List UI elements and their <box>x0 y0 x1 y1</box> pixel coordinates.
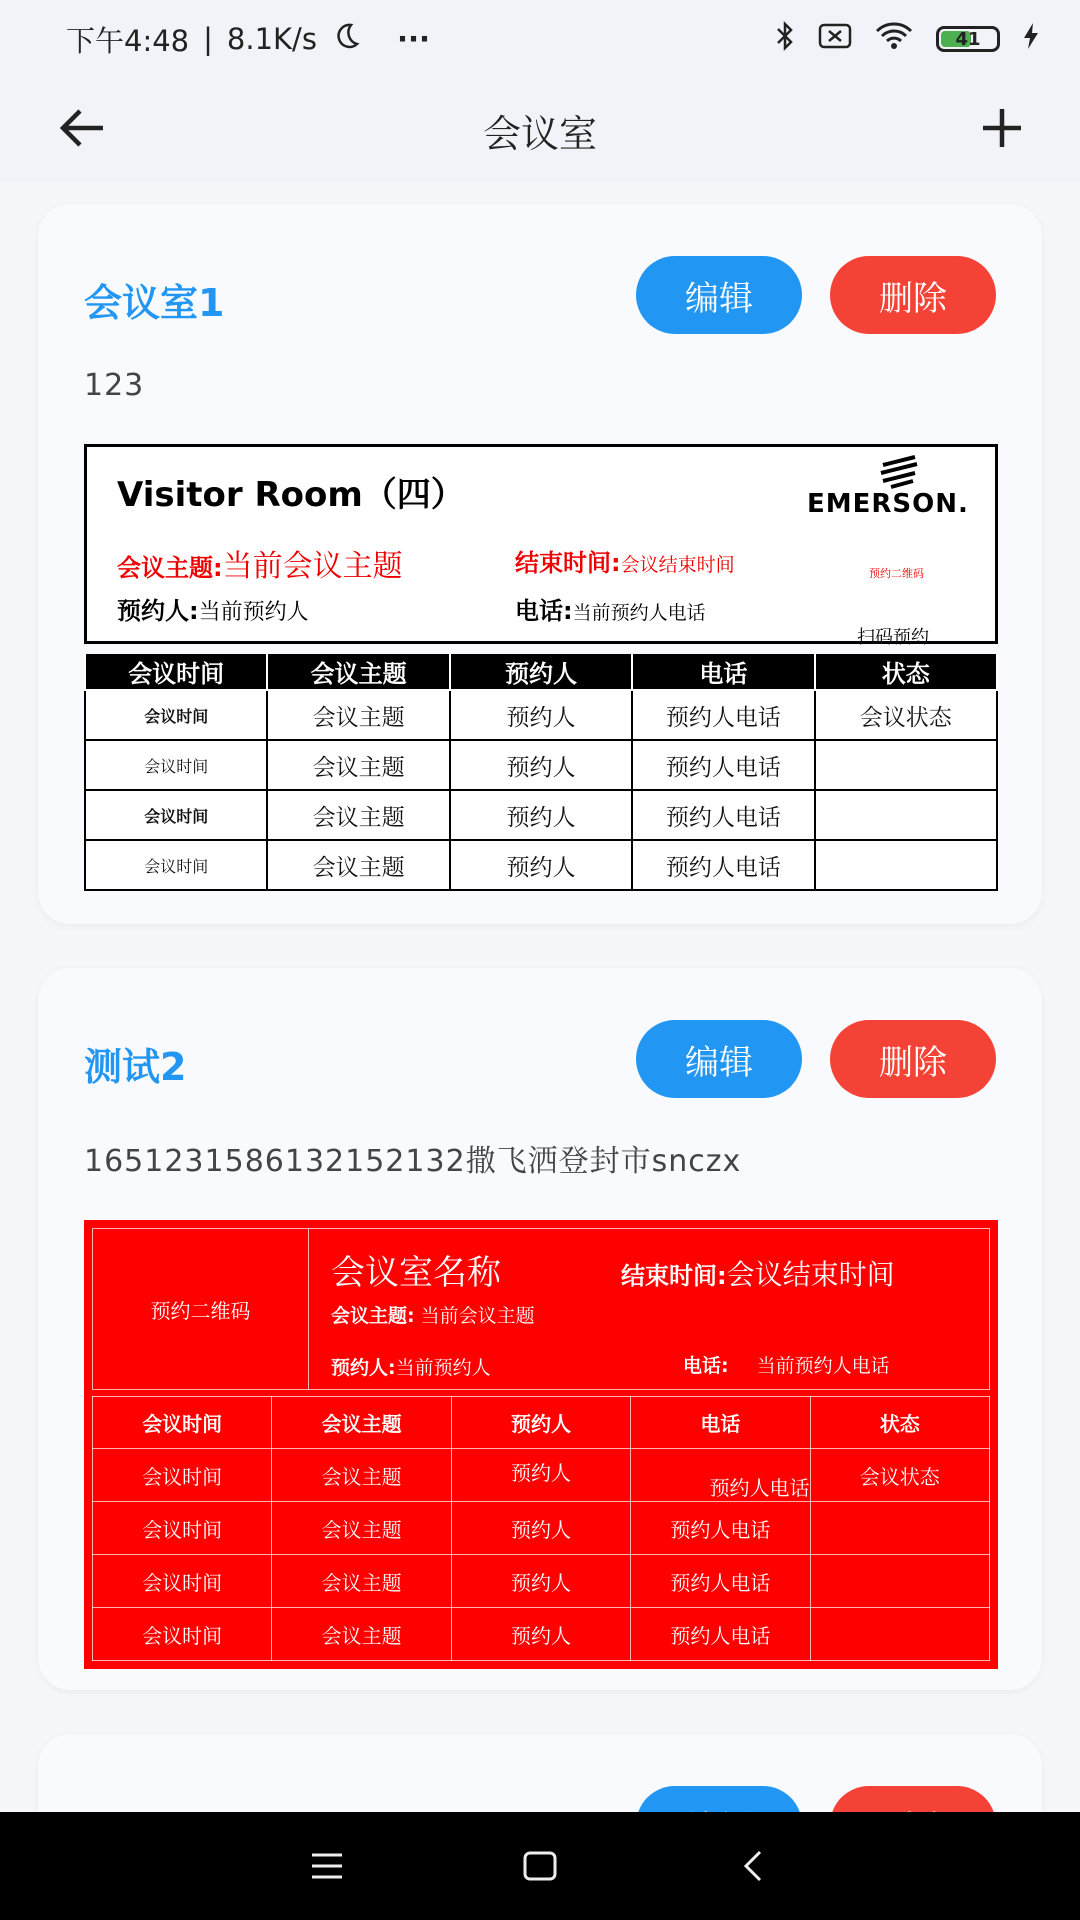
table-cell: 会议主题 <box>267 690 449 740</box>
phone-label: 电话: <box>515 597 573 625</box>
end-time-row <box>621 1253 895 1293</box>
table-cell: 会议主题 <box>272 1555 451 1608</box>
table-cell: 预约人 <box>450 840 632 890</box>
column-header: 电话 <box>632 654 814 690</box>
table-cell <box>810 1608 989 1661</box>
booker-value: 当前预约人 <box>395 1357 491 1379</box>
template-header <box>84 444 998 648</box>
delete-button[interactable]: 删除 <box>830 1020 996 1098</box>
status-separator: | <box>203 22 213 56</box>
topic-label: 会议主题: <box>331 1305 415 1327</box>
room-card <box>38 204 1042 924</box>
phone-row <box>515 591 706 626</box>
battery-level: 41 <box>955 28 981 50</box>
schedule-table <box>84 654 998 891</box>
template-header <box>92 1228 990 1390</box>
table-cell <box>815 840 997 890</box>
table-cell: 会议时间 <box>93 1555 272 1608</box>
system-back-button[interactable] <box>713 1826 793 1906</box>
menu-icon <box>310 1852 344 1880</box>
table-row <box>93 1502 990 1555</box>
page-title: 会议室 <box>482 111 597 156</box>
table-cell: 会议时间 <box>85 840 267 890</box>
table-cell: 会议状态 <box>810 1449 989 1502</box>
phone-value: 当前预约人电话 <box>572 602 706 624</box>
qr-code-placeholder: 预约二维码 <box>869 567 924 580</box>
home-button[interactable] <box>500 1826 580 1906</box>
column-header: 电话 <box>631 1397 810 1449</box>
column-header: 会议时间 <box>85 654 267 690</box>
table-row <box>85 790 997 840</box>
booker-row <box>331 1353 491 1380</box>
booker-label: 预约人: <box>331 1357 396 1379</box>
end-time-label: 结束时间: <box>515 549 621 577</box>
table-cell: 会议时间 <box>93 1502 272 1555</box>
topic-row <box>331 1301 535 1328</box>
room-title: 测试2 <box>84 1045 187 1089</box>
topic-row <box>117 541 403 585</box>
delete-button[interactable]: 删除 <box>830 256 996 334</box>
table-cell: 预约人 <box>451 1555 630 1608</box>
topic-label: 会议主题: <box>117 554 223 582</box>
booker-label: 预约人: <box>117 597 199 625</box>
table-cell: 预约人电话 <box>632 740 814 790</box>
table-cell: 会议主题 <box>267 790 449 840</box>
moon-icon <box>331 21 361 58</box>
table-cell: 会议主题 <box>272 1502 451 1555</box>
table-row <box>93 1449 990 1502</box>
status-bar <box>0 0 1080 78</box>
battery-icon <box>936 26 1000 52</box>
table-cell: 会议主题 <box>267 840 449 890</box>
table-header-row <box>85 654 997 690</box>
table-row <box>85 840 997 890</box>
bluetooth-icon <box>774 21 796 58</box>
table-header-row <box>93 1397 990 1449</box>
column-header: 会议主题 <box>272 1397 451 1449</box>
table-cell: 预约人 <box>450 740 632 790</box>
topic-value: 当前会议主题 <box>420 1305 535 1327</box>
column-header: 会议主题 <box>267 654 449 690</box>
home-square-icon <box>523 1851 557 1881</box>
room-template-preview <box>84 444 998 891</box>
phone-row <box>683 1351 890 1378</box>
chevron-left-icon <box>742 1850 764 1882</box>
table-cell: 会议时间 <box>93 1608 272 1661</box>
table-cell <box>810 1502 989 1555</box>
room-description: 123 <box>84 368 145 403</box>
table-row <box>85 740 997 790</box>
table-cell: 会议时间 <box>85 790 267 840</box>
table-row <box>93 1608 990 1661</box>
phone-value: 当前预约人电话 <box>756 1355 890 1377</box>
back-button[interactable] <box>52 98 112 158</box>
end-time-value: 会议结束时间 <box>620 554 735 576</box>
arrow-left-icon <box>59 108 105 148</box>
template-info <box>309 1229 989 1389</box>
sim-card-icon <box>818 22 852 56</box>
schedule-table <box>92 1396 990 1661</box>
end-time-label: 结束时间: <box>621 1262 727 1290</box>
template-room-name: Visitor Room（四） <box>117 475 465 515</box>
edit-button[interactable]: 编辑 <box>636 1020 802 1098</box>
table-cell: 预约人电话 <box>631 1555 810 1608</box>
table-cell: 预约人 <box>451 1608 630 1661</box>
column-header: 预约人 <box>450 654 632 690</box>
table-cell: 会议主题 <box>267 740 449 790</box>
add-room-button[interactable] <box>972 98 1032 158</box>
table-cell: 预约人电话 <box>632 790 814 840</box>
topic-value: 当前会议主题 <box>222 549 403 584</box>
room-title: 会议室1 <box>84 281 225 325</box>
table-cell: 预约人电话 <box>631 1502 810 1555</box>
table-cell <box>815 790 997 840</box>
table-cell: 会议时间 <box>85 690 267 740</box>
table-cell: 会议时间 <box>93 1449 272 1502</box>
table-cell <box>815 740 997 790</box>
table-cell: 预约人电话 <box>632 690 814 740</box>
column-header: 状态 <box>810 1397 989 1449</box>
more-notifications-icon: ··· <box>396 22 430 56</box>
table-cell: 预约人电话 <box>631 1449 810 1502</box>
table-cell: 会议时间 <box>85 740 267 790</box>
table-row <box>93 1555 990 1608</box>
column-header: 会议时间 <box>93 1397 272 1449</box>
table-cell: 预约人 <box>451 1449 630 1502</box>
room-card <box>38 968 1042 1690</box>
app-bar <box>0 78 1080 182</box>
room-description: 1651231586132152132撒飞洒登封市snczx <box>84 1144 742 1179</box>
end-time-row <box>515 543 735 578</box>
booker-value: 当前预约人 <box>198 600 309 625</box>
table-cell: 预约人电话 <box>631 1608 810 1661</box>
column-header: 状态 <box>815 654 997 690</box>
status-time: 下午4:48 <box>66 23 190 58</box>
booker-row <box>117 591 309 626</box>
plus-icon <box>981 107 1023 149</box>
table-cell <box>810 1555 989 1608</box>
template-room-name: 会议室名称 <box>331 1253 501 1293</box>
brand-logo: EMERSON. <box>807 489 969 519</box>
column-header: 预约人 <box>451 1397 630 1449</box>
table-row <box>85 690 997 740</box>
phone-label: 电话: <box>683 1355 729 1377</box>
network-speed: 8.1K/s <box>226 22 317 56</box>
wifi-icon <box>874 21 914 58</box>
table-cell: 会议主题 <box>272 1608 451 1661</box>
end-time-value: 会议结束时间 <box>726 1258 895 1291</box>
scan-to-book-label: 扫码预约 <box>857 627 929 648</box>
table-cell: 会议主题 <box>272 1449 451 1502</box>
table-cell: 预约人 <box>451 1502 630 1555</box>
table-cell: 预约人 <box>450 790 632 840</box>
edit-button[interactable]: 编辑 <box>636 256 802 334</box>
system-nav-bar <box>0 1812 1080 1920</box>
table-cell: 预约人电话 <box>632 840 814 890</box>
qr-code-placeholder: 预约二维码 <box>93 1229 309 1389</box>
charging-icon <box>1022 22 1040 57</box>
table-cell: 预约人 <box>450 690 632 740</box>
table-cell: 会议状态 <box>815 690 997 740</box>
menu-button[interactable] <box>287 1826 367 1906</box>
room-template-preview <box>84 1220 998 1669</box>
